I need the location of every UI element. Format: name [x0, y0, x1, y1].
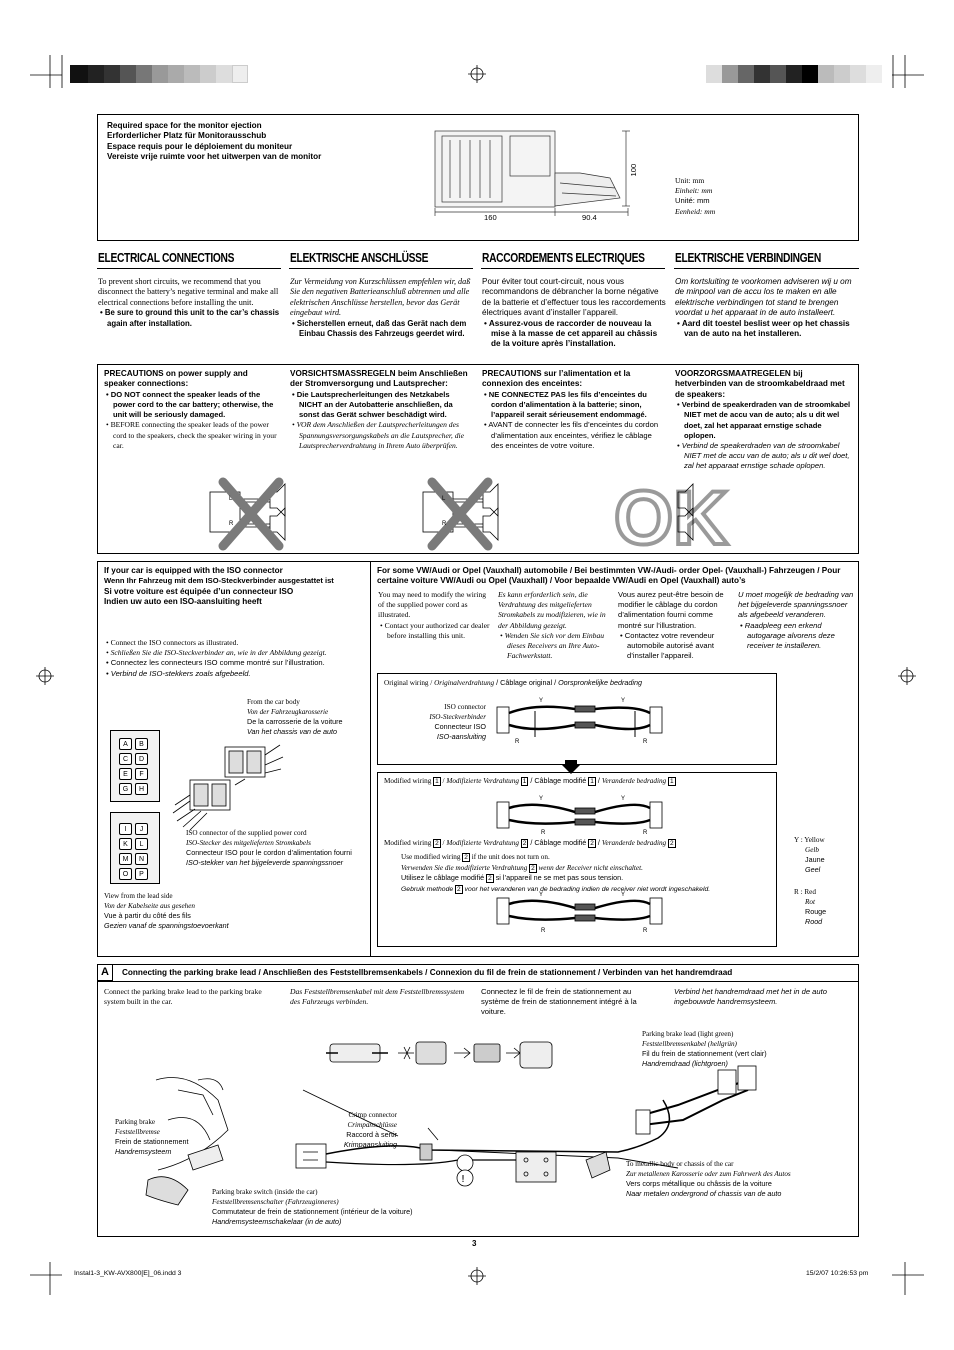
intro-fr	[482, 277, 666, 350]
unit-fr: Unité: mm	[675, 196, 710, 206]
dim-100: 100	[629, 163, 639, 177]
iso-title	[104, 566, 366, 608]
label-part: Modifizierte Verdrahtung	[446, 839, 521, 847]
precaution-nl	[675, 369, 855, 472]
brake-lead-fr: Fil du frein de stationnement (vert clair)	[642, 1049, 767, 1059]
iso-view-fr: Vue à partir du côté des fils	[104, 911, 191, 921]
orig-y-right: Y	[621, 698, 626, 704]
brake-title: Connecting the parking brake lead / Anschließen des Feststellbremsenkabels / Connexion du fil de frein de stationnement / Verbinden van het handremdraad	[122, 968, 733, 977]
mod2-note-line	[401, 863, 771, 874]
brake-switch-de: Feststellbremsenschalter (Fahrzeuginneres)	[212, 1197, 339, 1206]
mod2-label	[384, 838, 676, 849]
iso-view-nl: Gezien vanaf de spanningstoevoerkant	[104, 920, 229, 930]
precaution-en-b1: • DO NOT connect the speaker leads of the power cord to the car battery; otherwise, the unit will be seriously damaged.	[106, 389, 274, 420]
legend-red-fr: Rouge	[805, 907, 827, 917]
mod1-r-right: R	[643, 830, 648, 836]
parking-brake-fr: Frein de stationnement	[115, 1137, 189, 1147]
label-part: 2	[522, 840, 527, 847]
brake-col-en: Connect the parking brake lead to the parking brake system built in the car.	[104, 987, 262, 1007]
vw-col-fr-bullet: • Contactez votre revendeur automobile autorisé avant d’installer l’appareil.	[620, 630, 715, 661]
speaker-diagram-wrong-2	[418, 474, 508, 554]
label-part: /	[595, 838, 602, 847]
note-part: 2	[531, 864, 535, 872]
iso-bullet-en: • Connect the ISO connectors as illustrated.	[106, 638, 239, 647]
iso-title-nl: Indien uw auto een ISO-aansluiting heeft	[104, 597, 262, 607]
original-en: Original wiring /	[384, 679, 435, 687]
speaker-diagram-wrong-1	[205, 474, 295, 554]
label-part: /	[440, 839, 447, 847]
vw-col-en	[378, 590, 494, 641]
intro-de-bullet: • Sicherstellen erneut, daß das Gerät nach dem Einbau Chassis des Fahrzeugs geerdet wird.	[292, 318, 467, 339]
iso-b-pin: I	[119, 823, 132, 835]
label-part: / Câblage modifié	[528, 776, 589, 785]
iso-a-pin: F	[135, 768, 148, 780]
vw-col-de-bullet-text: Wenden Sie sich vor dem Einbau dieses Receivers an Ihre Auto-Fachwerkstatt.	[504, 630, 605, 661]
iso-b-pin: P	[135, 868, 148, 880]
iso-bullet-de-text: Schließen Sie die ISO-Steckverbinder an, wie in der Abbildung gezeigt.	[110, 648, 327, 658]
unit-en: Unit: mm	[675, 176, 705, 185]
precaution-en-b2: • BEFORE connecting the speaker leads of the power cord to the speakers, check the speaker wiring in your car.	[106, 420, 277, 450]
legend-yellow-de: Gelb	[805, 845, 819, 854]
heading-rule-1	[97, 268, 281, 269]
intro-en	[98, 277, 282, 329]
ok-mark: OK	[614, 476, 728, 561]
speaker-diagram-ok	[608, 474, 728, 561]
heading-en: ELECTRICAL CONNECTIONS	[98, 251, 235, 265]
intro-en-bullet: • Be sure to ground this unit to the car’s chassis again after installation.	[100, 308, 280, 328]
precaution-fr-b1: • NE CONNECTEZ PAS les fils d’enceintes du cordon d’alimentation à la batterie; sinon, l’appareil serait sérieusement endommagé.	[484, 389, 647, 420]
precaution-de-title: VORSICHTSMASSREGELN beim Anschließen der Stromversorgung und Lautsprecher:	[290, 369, 468, 389]
monitor-title-nl: Vereiste vrije ruimte voor het uitwerpen van de monitor	[107, 152, 322, 162]
iso-supplied	[186, 829, 366, 867]
vw-title: For some VW/Audi or Opel (Vauxhall) automobile / Bei bestimmten VW-/Audi- order Opel- (Vauxhall-) Fahrzeugen / Pour certaine voiture VW/Audi ou Opel (Vauxhall) / Voor bepaalde VW/Audi en Opel (Vauxhall) auto’s	[377, 566, 841, 586]
iso-bullets	[104, 638, 366, 679]
intro-nl-bullet-text: Aard dit toestel beslist weer op het chassis van de auto na het installeren.	[681, 318, 850, 339]
iso-divider	[370, 562, 371, 956]
speaker-1-R: R	[229, 521, 234, 527]
intro-fr-bullet-text: Assurez-vous de raccorder de nouveau la mise à la masse de cet appareil au châssis de la voiture après l’installation.	[488, 318, 658, 349]
iso-title-de: Wenn Ihr Fahrzeug mit dem ISO-Steckverbinder ausgestattet ist	[104, 576, 334, 586]
brake-lead-en: Parking brake lead (light green)	[642, 1030, 734, 1038]
iso-title-en: If your car is equipped with the ISO connector	[104, 566, 283, 575]
original-wiring-diagram	[495, 697, 675, 747]
legend-yellow	[794, 836, 825, 874]
vw-col-fr-bullet-text: Contactez votre revendeur automobile autorisé avant d’installer l’appareil.	[624, 630, 715, 661]
iso-title-fr: Si votre voiture est équipée d’un connecteur ISO	[104, 586, 294, 596]
heading-nl: ELEKTRISCHE VERBINDINGEN	[675, 251, 821, 265]
iso-b-pin: M	[119, 853, 132, 865]
note-part: 2	[457, 885, 461, 893]
original-nl: Oorspronkelijke bedrading	[558, 678, 642, 687]
mod2-r-left: R	[541, 928, 546, 934]
mod2-note-line	[401, 852, 771, 863]
legend-red-de: Rot	[805, 897, 815, 906]
iso-a-pin: G	[119, 783, 132, 795]
speaker-2-L: L	[442, 496, 446, 502]
mod1-y-left: Y	[539, 796, 544, 802]
crimp-de: Crimpanschlüsse	[347, 1120, 397, 1129]
heading-rule-4	[674, 268, 859, 269]
vw-iso-nl: ISO-aansluiting	[436, 731, 486, 741]
mod2-note	[401, 852, 771, 894]
precaution-en-b1-text: DO NOT connect the speaker leads of the power cord to the car battery; otherwise, the unit will be seriously damaged.	[110, 389, 274, 420]
intro-fr-text: Pour éviter tout court-circuit, nous vous recommandons de débrancher la borne négative de la batterie et d’effectuer tous les raccordements électriques avant d’installer l’appareil.	[482, 277, 666, 318]
brake-switch-nl: Handremsysteemschakelaar (in de auto)	[212, 1216, 342, 1226]
parking-brake-nl: Handremsysteem	[115, 1146, 172, 1156]
precaution-de-b2-text: VOR dem Anschließen der Lautsprecherleitungen des Spannungsversorgungskabels an die Lautsprecher, die Lautsprecherverdrahtung in Ihrem Auto überprüfen.	[296, 420, 465, 450]
warning-icon: !	[461, 1174, 466, 1185]
intro-de-text: Zur Vermeidung von Kurzschlüssen empfehlen wir, daß Sie den negativen Batterieanschluß abtrennen und alle elektrischen Anschlüsse herstellen, bevor das Gerät eingebaut wird.	[290, 277, 471, 318]
legend-yellow-fr: Jaune	[805, 855, 825, 865]
footer-file: Instal1-3_KW-AVX800[E]_06.indd 3	[74, 1270, 182, 1277]
parking-brake-en: Parking brake	[115, 1118, 156, 1126]
iso-bullet-nl-text: Verbind de ISO-stekkers zoals afgebeeld.	[110, 668, 251, 678]
label-part: Veranderde bedrading	[601, 839, 668, 847]
mod1-label	[384, 776, 676, 787]
vw-iso-connector	[416, 703, 486, 741]
iso-bullet-fr: • Connectez les connecteurs ISO comme montré sur l’illustration.	[106, 658, 325, 668]
brake-lead-nl: Handremdraad (lichtgroen)	[642, 1058, 728, 1068]
vw-col-fr-text: Vous aurez peut-être besoin de modifier le câblage du cordon d’alimentation fourni comme montré sur l’illustration.	[618, 590, 724, 630]
metal-fr: Vers corps métallique ou châssis de la voiture	[626, 1179, 772, 1189]
dim-160: 160	[484, 213, 497, 222]
note-part: if the unit does not turn on.	[469, 853, 550, 861]
note-part: voor het veranderen van de bedrading indien de receiver niet wordt ingeschakeld.	[462, 885, 711, 893]
iso-a-pin: E	[119, 768, 132, 780]
iso-a-pin: C	[119, 753, 132, 765]
vw-col-en-text: You may need to modify the wiring of the supplied power cord as illustrated.	[378, 590, 487, 620]
iso-view-de: Von der Kabelseite aus gesehen	[104, 901, 196, 910]
iso-from-body-de: Von der Fahrzeugkarosserie	[247, 707, 329, 716]
vw-col-nl-bullet: • Raadpleeg een erkend autogarage alvorens deze receiver te installeren.	[740, 620, 835, 651]
iso-pin-panel-b	[110, 812, 160, 884]
brake-title-rule	[97, 981, 859, 982]
orig-r-left: R	[515, 739, 520, 745]
mod1-y-right: Y	[621, 796, 626, 802]
vw-iso-en: ISO connector	[444, 703, 486, 711]
note-part: Gebruik methode	[401, 885, 456, 893]
iso-bullet-en-text: Connect the ISO connectors as illustrated.	[110, 638, 239, 647]
precaution-nl-b1-text: Verbind de speakerdraden van de stroomkabel NIET met de accu van de auto; als u dit wel doet, zal het apparaat ernstige schade oplopen.	[681, 400, 851, 440]
unit-nl: Eenheid: mm	[675, 206, 716, 216]
brake-switch-fr: Commutateur de frein de stationnement (intérieur de la voiture)	[212, 1207, 413, 1217]
vw-col-en-bullet: • Contact your authorized car dealer before installing this unit.	[380, 620, 490, 640]
iso-bullet-fr-text: Connectez les connecteurs ISO comme montré sur l’illustration.	[110, 658, 325, 668]
iso-supplied-fr: Connecteur ISO pour le cordon d’alimentation fourni	[186, 848, 352, 858]
crimp-fr: Raccord à sertir	[346, 1130, 397, 1140]
iso-connector-illustration	[165, 735, 285, 835]
label-part: 1	[435, 778, 439, 785]
precaution-nl-b2-text: Verbind de speakerdraden van de stroomkabel NIET met de accu van de auto; als u dit wel doet, zal het apparaat ernstige schade oplopen.	[681, 441, 850, 471]
note-part: 2	[488, 875, 492, 883]
intro-nl-text: Om kortsluiting te voorkomen adviseren wij u om de minpool van de accu los te maken en alle elektrische verbindingen tot stand te brengen voordat u het apparaat in de auto installeert.	[675, 277, 852, 318]
label-part: Modified wiring	[384, 777, 434, 785]
vw-col-nl-bullet-text: Raadpleeg een erkend autogarage alvorens deze receiver te installeren.	[744, 620, 835, 651]
original-fr: / Câblage original /	[494, 678, 559, 687]
orig-y-left: Y	[539, 698, 544, 704]
brake-lead-de: Feststellbremsenkabel (hellgrün)	[642, 1039, 737, 1048]
note-part: Verwenden Sie die modifizierte Verdrahtung	[401, 863, 530, 872]
speaker-2-R: R	[442, 521, 447, 527]
legend-yellow-nl: Geel	[805, 864, 821, 874]
label-part: 2	[669, 840, 674, 847]
label-part: 2	[590, 840, 594, 847]
label-part: /	[440, 777, 447, 785]
mod2-y-right: Y	[621, 892, 626, 898]
metal-nl: Naar metalen ondergrond of chassis van de auto	[626, 1188, 782, 1198]
label-part: 1	[522, 778, 527, 785]
brake-col-fr: Connectez le fil de frein de stationnement au système de frein de stationnement intégré à la voiture.	[481, 987, 637, 1017]
iso-supplied-en: ISO connector of the supplied power cord	[186, 829, 307, 837]
original-de: Originalverdrahtung	[434, 679, 495, 687]
iso-view	[104, 892, 229, 930]
precaution-de-b1-text: Die Lautsprecherleitungen des Netzkabels NICHT an der Autobatterie anschließen, da sonst das Gerät schwer beschädigt wird.	[296, 389, 453, 420]
crimp-nl: Krimpaansluiting	[343, 1139, 397, 1149]
crimp-en: Crimp connector	[348, 1111, 397, 1119]
unit-de: Einheit: mm	[675, 186, 713, 196]
vw-iso-fr: Connecteur ISO	[434, 722, 486, 732]
intro-de-bullet-text: Sicherstellen erneut, daß das Gerät nach dem Einbau Chassis des Fahrzeugs geerdet wird.	[296, 318, 467, 339]
iso-a-pin: A	[119, 738, 132, 750]
unit-label	[675, 176, 715, 217]
heading-de: ELEKTRISCHE ANSCHLÜSSE	[290, 251, 429, 265]
metal-en: To metallic body or chassis of the car	[626, 1160, 734, 1168]
intro-en-bullet-text: Be sure to ground this unit to the car’s chassis again after installation.	[104, 308, 280, 328]
monitor-dimension-diagram	[430, 128, 650, 228]
label-part: / Câblage modifié	[528, 838, 589, 847]
vw-iso-de: ISO-Steckverbinder	[429, 712, 486, 721]
orig-r-right: R	[643, 739, 648, 745]
precaution-nl-b1: • Verbind de speakerdraden van de stroomkabel NIET met de accu van de auto; als u dit wel doet, zal het apparaat ernstige schade oplopen.	[677, 400, 851, 440]
iso-supplied-de: ISO-Stecker des mitgelieferten Stromkabels	[186, 838, 311, 847]
down-arrow-stem	[565, 760, 577, 765]
precaution-fr-b2: • AVANT de connecter les fils d’enceintes du cordon d’alimentation aux enceintes, vérifiez le câblage des enceintes de votre voiture.	[484, 420, 659, 450]
monitor-title-de: Erforderlicher Platz für Monitorausschub	[107, 131, 267, 141]
label-part: 1	[669, 778, 674, 785]
mod2-y-left: Y	[539, 892, 544, 898]
iso-view-en: View from the lead side	[104, 892, 173, 900]
precaution-de-b2: • VOR dem Anschließen der Lautsprecherleitungen des Spannungsversorgungskabels an die Lautsprecher, die Lautsprecherverdrahtung in Ihrem Auto überprüfen.	[292, 420, 465, 450]
metal-de: Zur metallenen Karosserie oder zum Fahrwerk des Autos	[626, 1169, 791, 1178]
brake-switch-en: Parking brake switch (inside the car)	[212, 1188, 318, 1196]
note-part: wenn der Receiver nicht einschaltet.	[536, 863, 643, 872]
iso-a-pin: D	[135, 753, 148, 765]
precaution-en-b2-text: BEFORE connecting the speaker leads of the power cord to the speakers, check the speaker wiring in your car.	[110, 420, 277, 450]
vw-col-fr	[618, 590, 734, 661]
intro-nl	[675, 277, 859, 339]
precaution-en	[104, 369, 280, 451]
heading-fr: RACCORDEMENTS ELECTRIQUES	[482, 251, 645, 265]
iso-pin-panel-a	[110, 730, 160, 802]
mod2-note-line	[401, 873, 771, 884]
label-part: 1	[590, 778, 594, 785]
precaution-fr-b1-text: NE CONNECTEZ PAS les fils d’enceintes du cordon d’alimentation à la batterie; sinon, l’appareil serait sérieusement endommagé.	[488, 389, 647, 420]
iso-b-pin: J	[135, 823, 148, 835]
iso-bullet-nl: • Verbind de ISO-stekkers zoals afgebeeld.	[106, 668, 251, 678]
note-part: Use modified wiring	[401, 853, 463, 861]
precaution-nl-b2: • Verbind de speakerdraden van de stroomkabel NIET met de accu van de auto; als u dit wel doet, zal het apparaat ernstige schade oplopen.	[677, 441, 850, 471]
speaker-1-L: L	[229, 496, 233, 502]
label-part: 2	[435, 840, 439, 847]
precaution-en-title: PRECAUTIONS on power supply and speaker connections:	[104, 369, 248, 389]
intro-de	[290, 277, 474, 339]
label-part: Modifizierte Verdrahtung	[446, 777, 521, 785]
page-number: 3	[472, 1239, 477, 1248]
heading-rule-3	[481, 268, 665, 269]
heading-rule-2	[289, 268, 473, 269]
monitor-title	[107, 121, 417, 163]
brake-col-de: Das Feststellbremsenkabel mit dem Feststellbremssystem des Fahrzeugs verbinden.	[290, 987, 465, 1007]
intro-fr-bullet: • Assurez-vous de raccorder de nouveau la mise à la masse de cet appareil au châssis de la voiture après l’installation.	[484, 318, 658, 349]
monitor-title-en: Required space for the monitor ejection	[107, 121, 262, 130]
vw-col-nl-text: U moet mogelijk de bedrading van het bijgeleverde spanningssnoer als afgebeeld veranderen.	[738, 590, 854, 620]
label-part: Modified wiring	[384, 839, 434, 847]
vw-col-en-bullet-text: Contact your authorized car dealer before installing this unit.	[384, 620, 490, 640]
intro-nl-bullet: • Aard dit toestel beslist weer op het chassis van de auto na het installeren.	[677, 318, 850, 339]
mod2-wiring-diagram	[495, 890, 675, 940]
mod1-r-left: R	[541, 830, 546, 836]
iso-from-body-fr: De la carrosserie de la voiture	[247, 717, 343, 727]
precaution-de-b1: • Die Lautsprecherleitungen des Netzkabels NICHT an der Autobatterie anschließen, da sonst das Gerät schwer beschädigt wird.	[292, 389, 453, 420]
intro-en-text: To prevent short circuits, we recommend that you disconnect the battery’s negative terminal and make all electrical connections before installing the unit.	[98, 277, 279, 307]
iso-bullet-de: • Schließen Sie die ISO-Steckverbinder an, wie in der Abbildung gezeigt.	[106, 648, 327, 658]
brake-col-nl: Verbind het handremdraad met het in de auto ingebouwde handremsysteem.	[674, 987, 827, 1007]
iso-b-pin: O	[119, 868, 132, 880]
precaution-fr-title: PRECAUTIONS sur l’alimentation et la connexion des enceintes:	[482, 369, 631, 389]
mod2-r-right: R	[643, 928, 648, 934]
brake-wiring-illustration	[98, 1020, 858, 1220]
dim-904: 90.4	[582, 213, 597, 222]
note-part: 2	[464, 854, 468, 861]
vw-col-nl	[738, 590, 854, 651]
note-part: si l’appareil ne se met pas sous tension.	[493, 873, 624, 883]
precaution-fr	[482, 369, 666, 451]
label-part: Veranderde bedrading	[601, 777, 668, 785]
monitor-title-fr: Espace requis pour le déploiement du moniteur	[107, 141, 293, 151]
original-wiring-label	[384, 678, 642, 689]
iso-a-pin: B	[135, 738, 148, 750]
iso-from-body-nl: Van het chassis van de auto	[247, 726, 338, 736]
iso-from-body	[247, 698, 342, 736]
vw-col-de-text: Es kann erforderlich sein, die Verdrahtung des mitgelieferten Stromkabels zu modifizieren, wie in der Abbildung gezeigt.	[498, 590, 606, 630]
iso-from-body-en: From the car body	[247, 698, 300, 706]
iso-a-pin: H	[135, 783, 148, 795]
legend-red-nl: Rood	[805, 916, 823, 926]
vw-col-de	[498, 590, 614, 661]
iso-b-pin: L	[135, 838, 148, 850]
footer-date: 15/2/07 10:26:53 pm	[806, 1270, 869, 1277]
precaution-fr-b2-text: AVANT de connecter les fils d’enceintes du cordon d’alimentation aux enceintes, vérifiez le câblage des enceintes de votre voiture.	[488, 420, 659, 450]
note-part: Utilisez le câblage modifié	[401, 873, 487, 883]
label-part: /	[595, 776, 602, 785]
iso-supplied-nl: ISO-stekker van het bijgeleverde spanningssnoer	[186, 857, 344, 867]
precaution-nl-title: VOORZORGSMAATREGELEN bij hetverbinden van de stroomkabeldraad met de speakers:	[675, 369, 845, 399]
legend-red-en: R : Red	[794, 888, 816, 896]
brake-marker: A	[97, 964, 113, 981]
iso-b-pin: N	[135, 853, 148, 865]
legend-yellow-en: Y : Yellow	[794, 836, 825, 844]
iso-b-pin: K	[119, 838, 132, 850]
precaution-de	[290, 369, 472, 451]
legend-red	[794, 888, 826, 926]
vw-col-de-bullet: • Wenden Sie sich vor dem Einbau dieses Receivers an Ihre Auto-Fachwerkstatt.	[500, 630, 605, 661]
mod1-wiring-diagram	[495, 792, 675, 842]
parking-brake-de: Feststellbremse	[115, 1127, 160, 1136]
